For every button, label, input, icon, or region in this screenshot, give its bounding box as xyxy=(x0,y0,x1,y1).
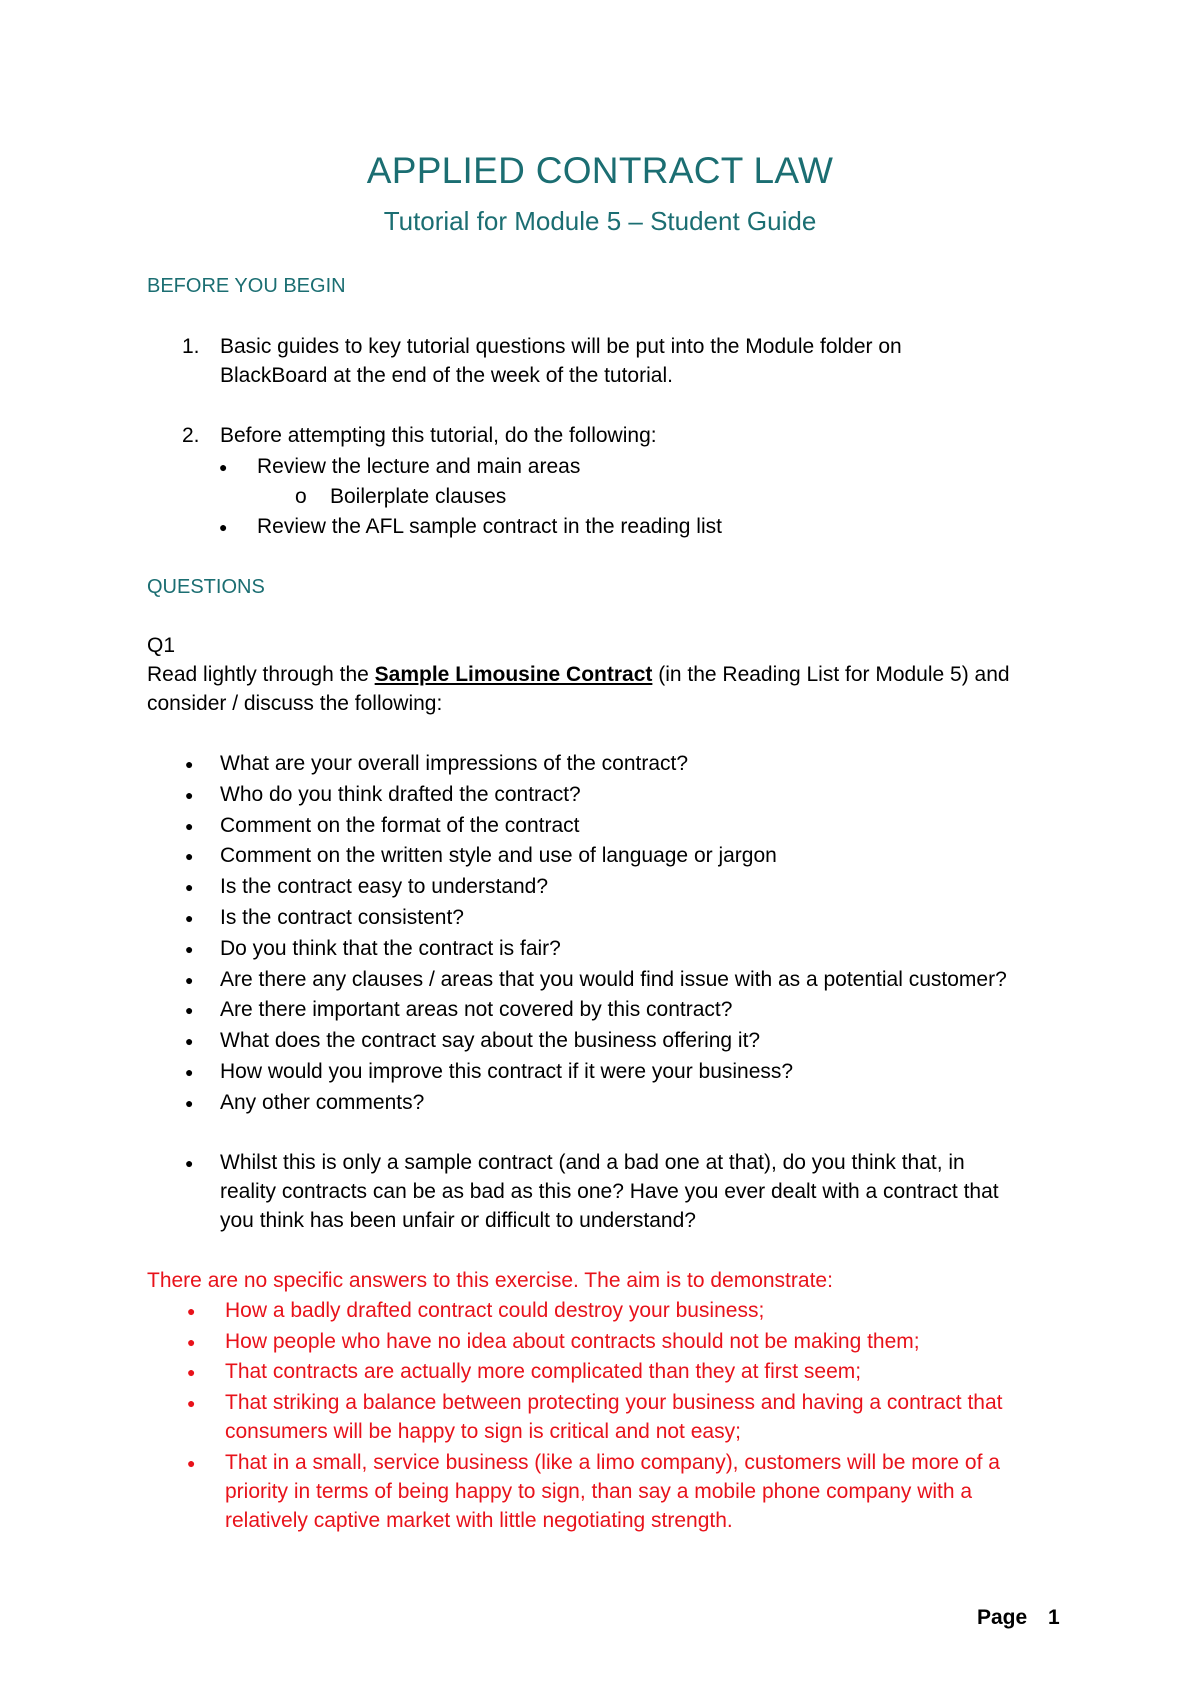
final-bullet-line: Whilst this is only a sample contract (and a bad one at that), do you think that, in xyxy=(220,1151,965,1174)
bullet-icon: ● xyxy=(185,972,194,988)
answer-point: How a badly drafted contract could destroy your business; xyxy=(225,1299,765,1322)
bullet-icon: ● xyxy=(185,1155,194,1171)
bullet-icon: ● xyxy=(187,1334,196,1350)
question-bullet: Are there important areas not covered by this contract? xyxy=(220,998,733,1021)
sub-sub-item: Boilerplate clauses xyxy=(330,485,507,508)
sub-item: Review the AFL sample contract in the reading list xyxy=(257,515,722,538)
answer-point: That contracts are actually more complicated than they at first seem; xyxy=(225,1360,862,1383)
question-bullet: What does the contract say about the business offering it? xyxy=(220,1029,761,1052)
document-title: APPLIED CONTRACT LAW xyxy=(366,150,834,191)
answer-point-cont: relatively captive market with little negotiating strength. xyxy=(225,1509,733,1532)
answer-intro: There are no specific answers to this exercise. The aim is to demonstrate: xyxy=(147,1269,833,1292)
question-bullet: What are your overall impressions of the contract? xyxy=(220,752,689,775)
answer-point: That in a small, service business (like a limo company), customers will be more of a xyxy=(225,1451,1000,1474)
bullet-icon: ● xyxy=(185,941,194,957)
final-bullet-line: you think has been unfair or difficult to understand? xyxy=(220,1209,696,1232)
page-number: 1 xyxy=(1048,1606,1060,1629)
question-bullet: Comment on the written style and use of language or jargon xyxy=(220,844,777,867)
bullet-icon: ● xyxy=(185,879,194,895)
final-bullet-line: reality contracts can be as bad as this one? Have you ever dealt with a contract that xyxy=(220,1180,999,1203)
answer-point-cont: priority in terms of being happy to sign, than say a mobile phone company with a xyxy=(225,1480,973,1503)
bullet-icon: ● xyxy=(187,1364,196,1380)
answer-point-cont: consumers will be happy to sign is critical and not easy; xyxy=(225,1420,741,1443)
sub-marker: o xyxy=(295,485,307,508)
before-heading: BEFORE YOU BEGIN xyxy=(147,275,346,297)
q1-label: Q1 xyxy=(147,634,176,657)
questions-heading: QUESTIONS xyxy=(147,576,265,598)
bullet-icon: ● xyxy=(185,1095,194,1111)
item-number: 1. xyxy=(182,335,200,358)
answer-point: How people who have no idea about contracts should not be making them; xyxy=(225,1330,920,1353)
bullet-icon: ● xyxy=(187,1395,196,1411)
bullet-icon: ● xyxy=(185,756,194,772)
bullet-icon: ● xyxy=(187,1455,196,1471)
bullet-icon: ● xyxy=(185,1064,194,1080)
bullet-icon: ● xyxy=(219,519,228,535)
intro-text: Read lightly through the xyxy=(147,663,375,686)
document-subtitle: Tutorial for Module 5 – Student Guide xyxy=(383,206,817,236)
item-number: 2. xyxy=(182,424,200,447)
q1-intro-line2: consider / discuss the following: xyxy=(147,692,443,715)
item2-line1: Before attempting this tutorial, do the following: xyxy=(220,424,657,447)
sub-item: Review the lecture and main areas xyxy=(257,455,581,478)
question-bullet: Comment on the format of the contract xyxy=(220,814,580,837)
bullet-icon: ● xyxy=(185,1002,194,1018)
bullet-icon: ● xyxy=(187,1303,196,1319)
sample-limousine-contract-link[interactable]: Sample Limousine Contract xyxy=(374,663,653,686)
page-label: Page xyxy=(977,1606,1028,1629)
question-bullet: Are there any clauses / areas that you would find issue with as a potential customer? xyxy=(220,968,1007,991)
bullet-icon: ● xyxy=(185,848,194,864)
bullet-icon: ● xyxy=(185,1033,194,1049)
bullet-icon: ● xyxy=(219,459,228,475)
bullet-icon: ● xyxy=(185,818,194,834)
question-bullet: Is the contract consistent? xyxy=(220,906,464,929)
item1-line2: BlackBoard at the end of the week of the tutorial. xyxy=(220,364,673,387)
question-bullet: Is the contract easy to understand? xyxy=(220,875,549,898)
bullet-icon: ● xyxy=(185,910,194,926)
question-bullet: Any other comments? xyxy=(220,1091,425,1114)
item1-line1: Basic guides to key tutorial questions will be put into the Module folder on xyxy=(220,335,902,358)
q1-intro xyxy=(147,660,1010,689)
intro-text: (in the Reading List for Module 5) and xyxy=(652,663,1010,686)
question-bullet: Who do you think drafted the contract? xyxy=(220,783,581,806)
answer-point: That striking a balance between protecting your business and having a contract that xyxy=(225,1391,1003,1414)
question-bullet: Do you think that the contract is fair? xyxy=(220,937,561,960)
bullet-icon: ● xyxy=(185,787,194,803)
question-bullet: How would you improve this contract if it were your business? xyxy=(220,1060,794,1083)
